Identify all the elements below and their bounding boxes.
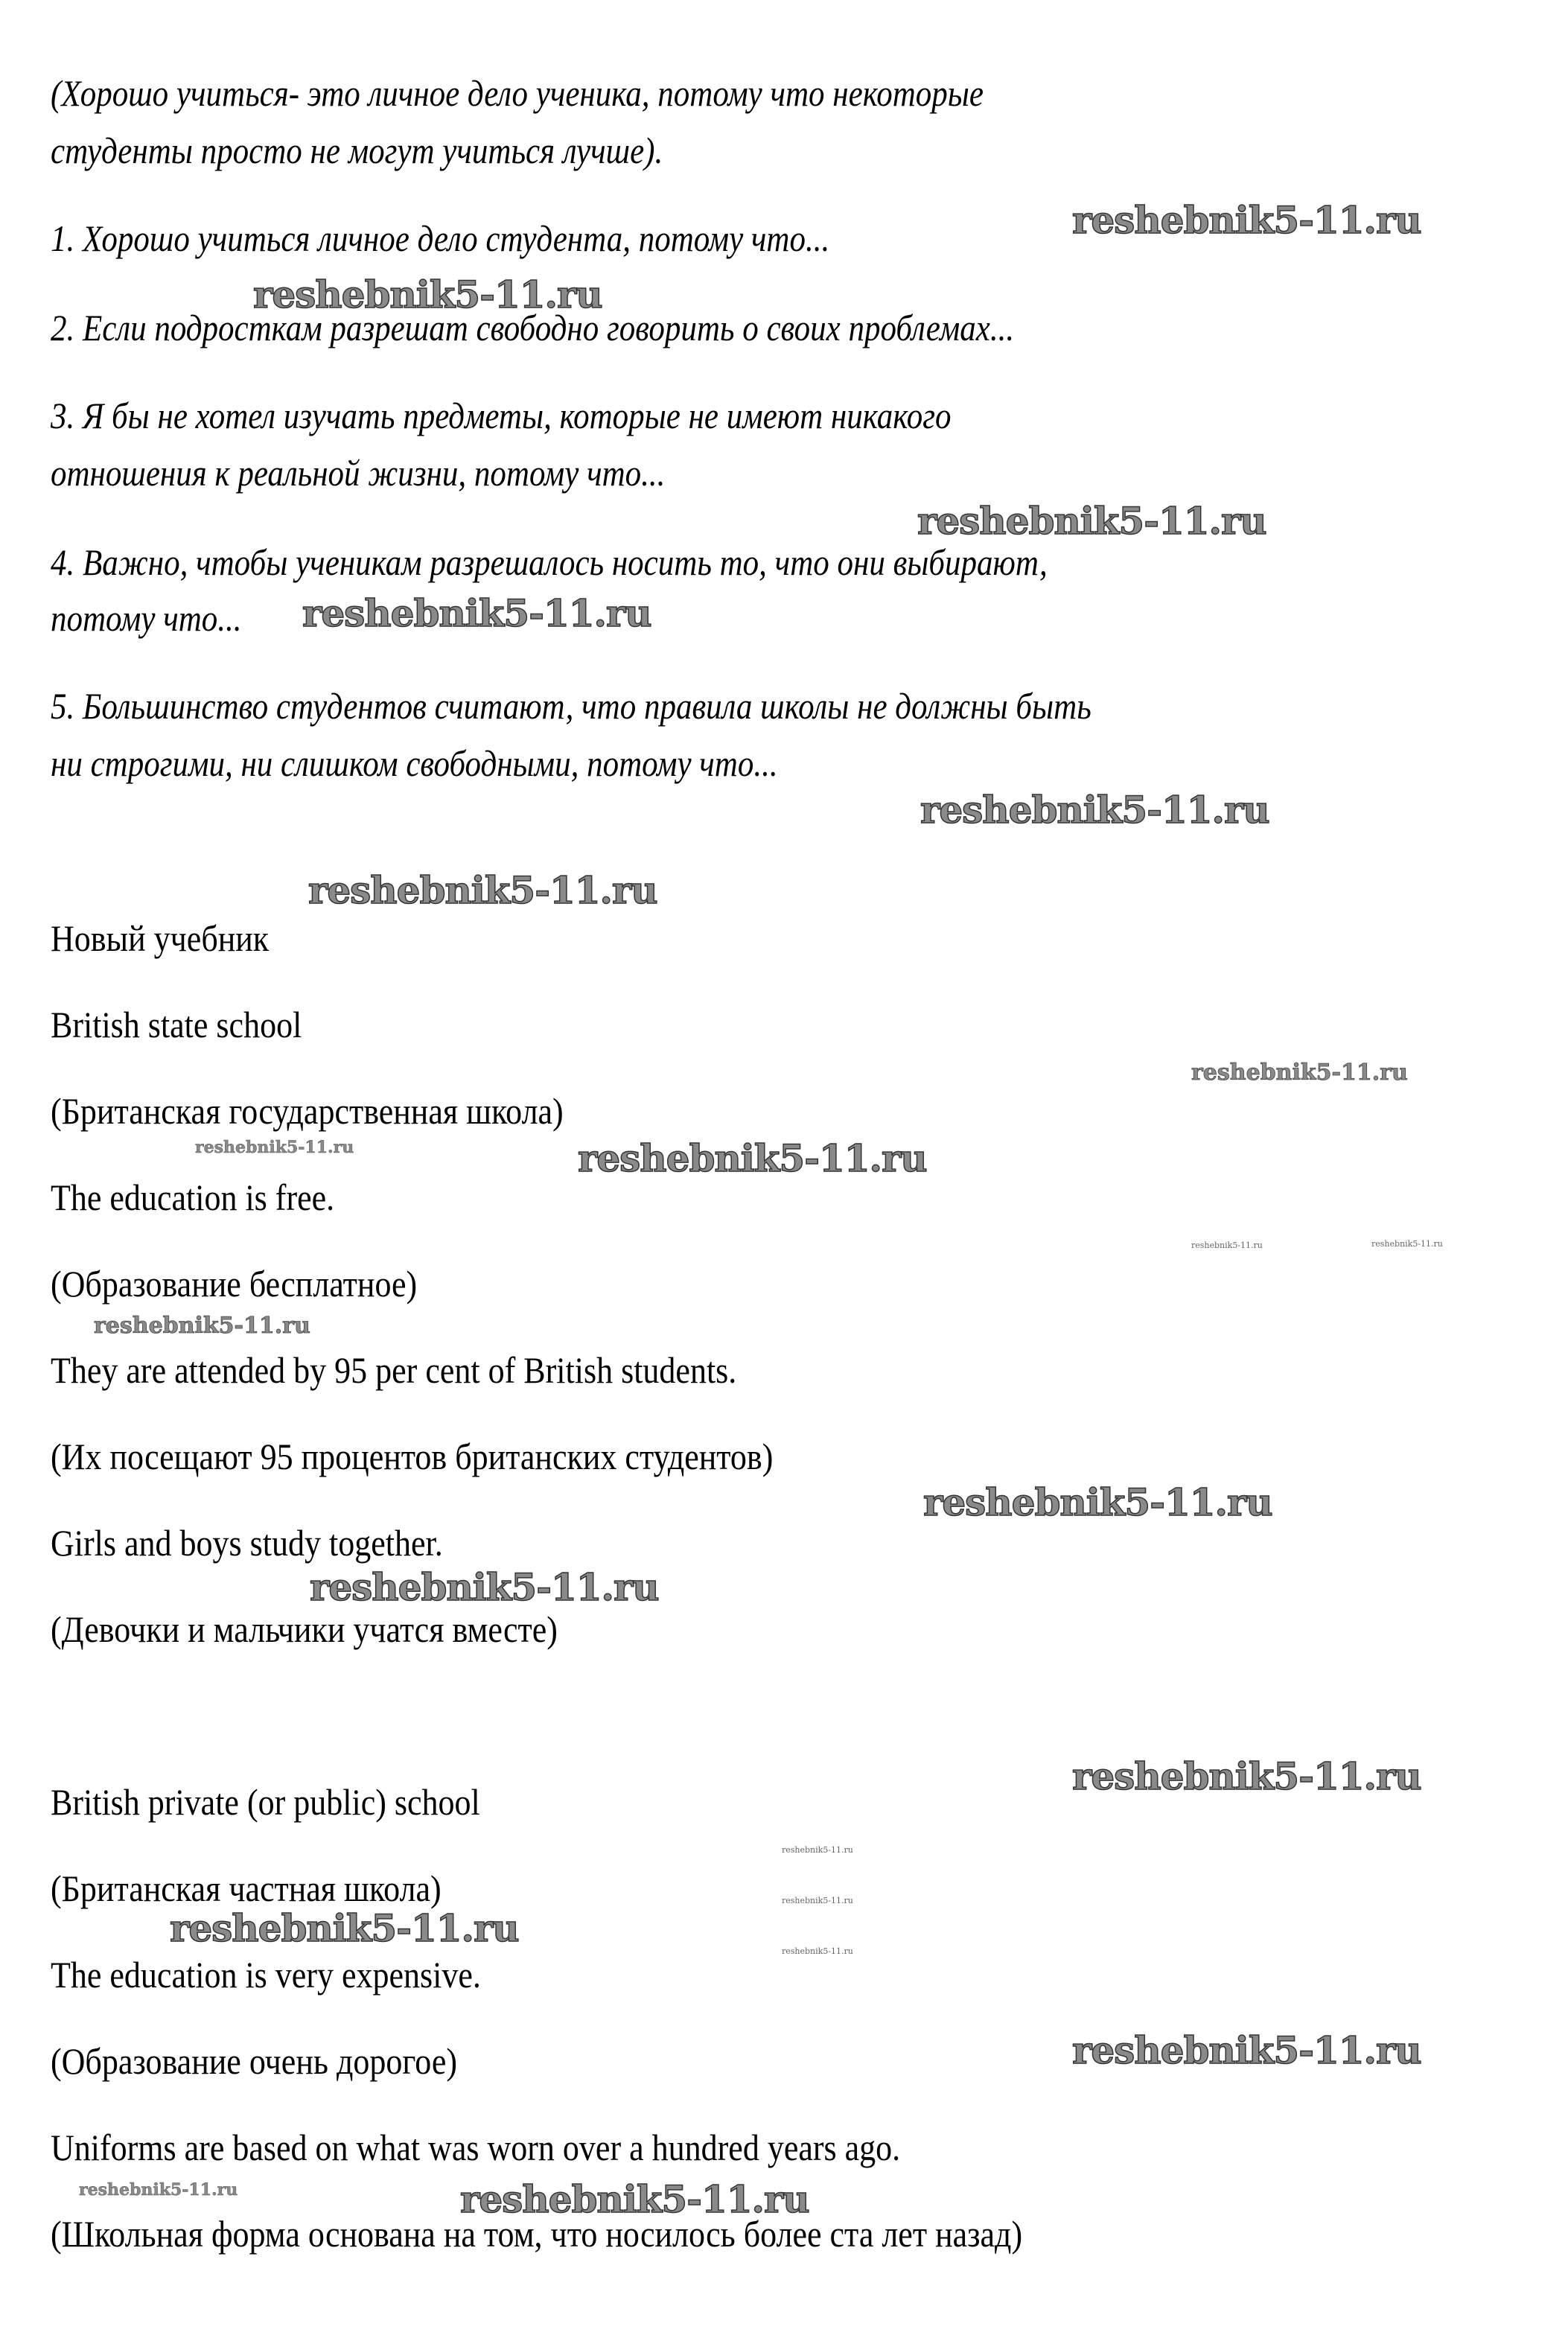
watermark: reshebnik5-11.ru (917, 499, 1266, 543)
watermark: reshebnik5-11.ru (79, 2180, 238, 2200)
intro-line-2: студенты просто не могут учиться лучше). (51, 130, 663, 171)
watermark: reshebnik5-11.ru (1191, 1060, 1408, 1086)
watermark: reshebnik5-11.ru (578, 1136, 927, 1180)
state-school-title: British state school (51, 1004, 302, 1045)
exercise-item-2: 2. Если подросткам разрешат свободно говорить о своих проблемах... (51, 307, 1015, 348)
state-fact-2-en: They are attended by 95 per cent of British students. (51, 1349, 737, 1391)
watermark: reshebnik5-11.ru (308, 868, 657, 912)
watermark: reshebnik5-11.ru (782, 1845, 853, 1855)
private-school-title: British private (or public) school (51, 1781, 480, 1823)
state-fact-3-en: Girls and boys study together. (51, 1522, 443, 1564)
private-fact-2-ru: (Школьная форма основана на том, что носилось более ста лет назад) (51, 2213, 1023, 2255)
watermark: reshebnik5-11.ru (94, 1313, 310, 1339)
exercise-item-4-line-2: потому что... (51, 597, 242, 639)
watermark: reshebnik5-11.ru (1371, 1239, 1443, 1249)
state-fact-1-en: The education is free. (51, 1176, 335, 1218)
state-fact-3-ru: (Девочки и мальчики учатся вместе) (51, 1608, 558, 1650)
state-fact-2-ru: (Их посещают 95 процентов британских студентов) (51, 1436, 774, 1477)
watermark: reshebnik5-11.ru (1191, 1241, 1263, 1250)
exercise-item-1: 1. Хорошо учиться личное дело студента, потому что... (51, 217, 830, 259)
exercise-item-3-line-1: 3. Я бы не хотел изучать предметы, которые не имеют никакого (51, 395, 952, 436)
watermark: reshebnik5-11.ru (195, 1138, 354, 1157)
private-school-title-ru: (Британская частная школа) (51, 1867, 442, 1909)
private-fact-1-ru: (Образование очень дорогое) (51, 2040, 458, 2082)
watermark: reshebnik5-11.ru (920, 788, 1269, 832)
exercise-item-5-line-1: 5. Большинство студентов считают, что правила школы не должны быть (51, 685, 1091, 727)
watermark: reshebnik5-11.ru (460, 2177, 809, 2221)
watermark: reshebnik5-11.ru (782, 1946, 853, 1956)
state-school-title-ru: (Британская государственная школа) (51, 1090, 564, 1132)
exercise-item-3-line-2: отношения к реальной жизни, потому что... (51, 452, 666, 494)
watermark: reshebnik5-11.ru (302, 591, 651, 635)
private-fact-1-en: The education is very expensive. (51, 1954, 481, 1996)
watermark: reshebnik5-11.ru (253, 273, 602, 316)
watermark: reshebnik5-11.ru (1072, 198, 1421, 242)
private-fact-2-en: Uniforms are based on what was worn over a hundred years ago. (51, 2127, 901, 2168)
watermark: reshebnik5-11.ru (923, 1480, 1272, 1524)
watermark: reshebnik5-11.ru (1072, 1754, 1421, 1798)
state-fact-1-ru: (Образование бесплатное) (51, 1263, 418, 1305)
watermark: reshebnik5-11.ru (310, 1565, 659, 1609)
watermark: reshebnik5-11.ru (1072, 2028, 1421, 2072)
watermark: reshebnik5-11.ru (170, 1906, 519, 1950)
exercise-item-4-line-1: 4. Важно, чтобы ученикам разрешалось носить то, что они выбирают, (51, 541, 1048, 583)
intro-line-1: (Хорошо учиться- это личное дело ученика, потому что некоторые (51, 72, 984, 114)
textbook-heading: Новый учебник (51, 917, 270, 959)
exercise-item-5-line-2: ни строгими, ни слишком свободными, потому что... (51, 742, 778, 784)
watermark: reshebnik5-11.ru (782, 1896, 853, 1905)
